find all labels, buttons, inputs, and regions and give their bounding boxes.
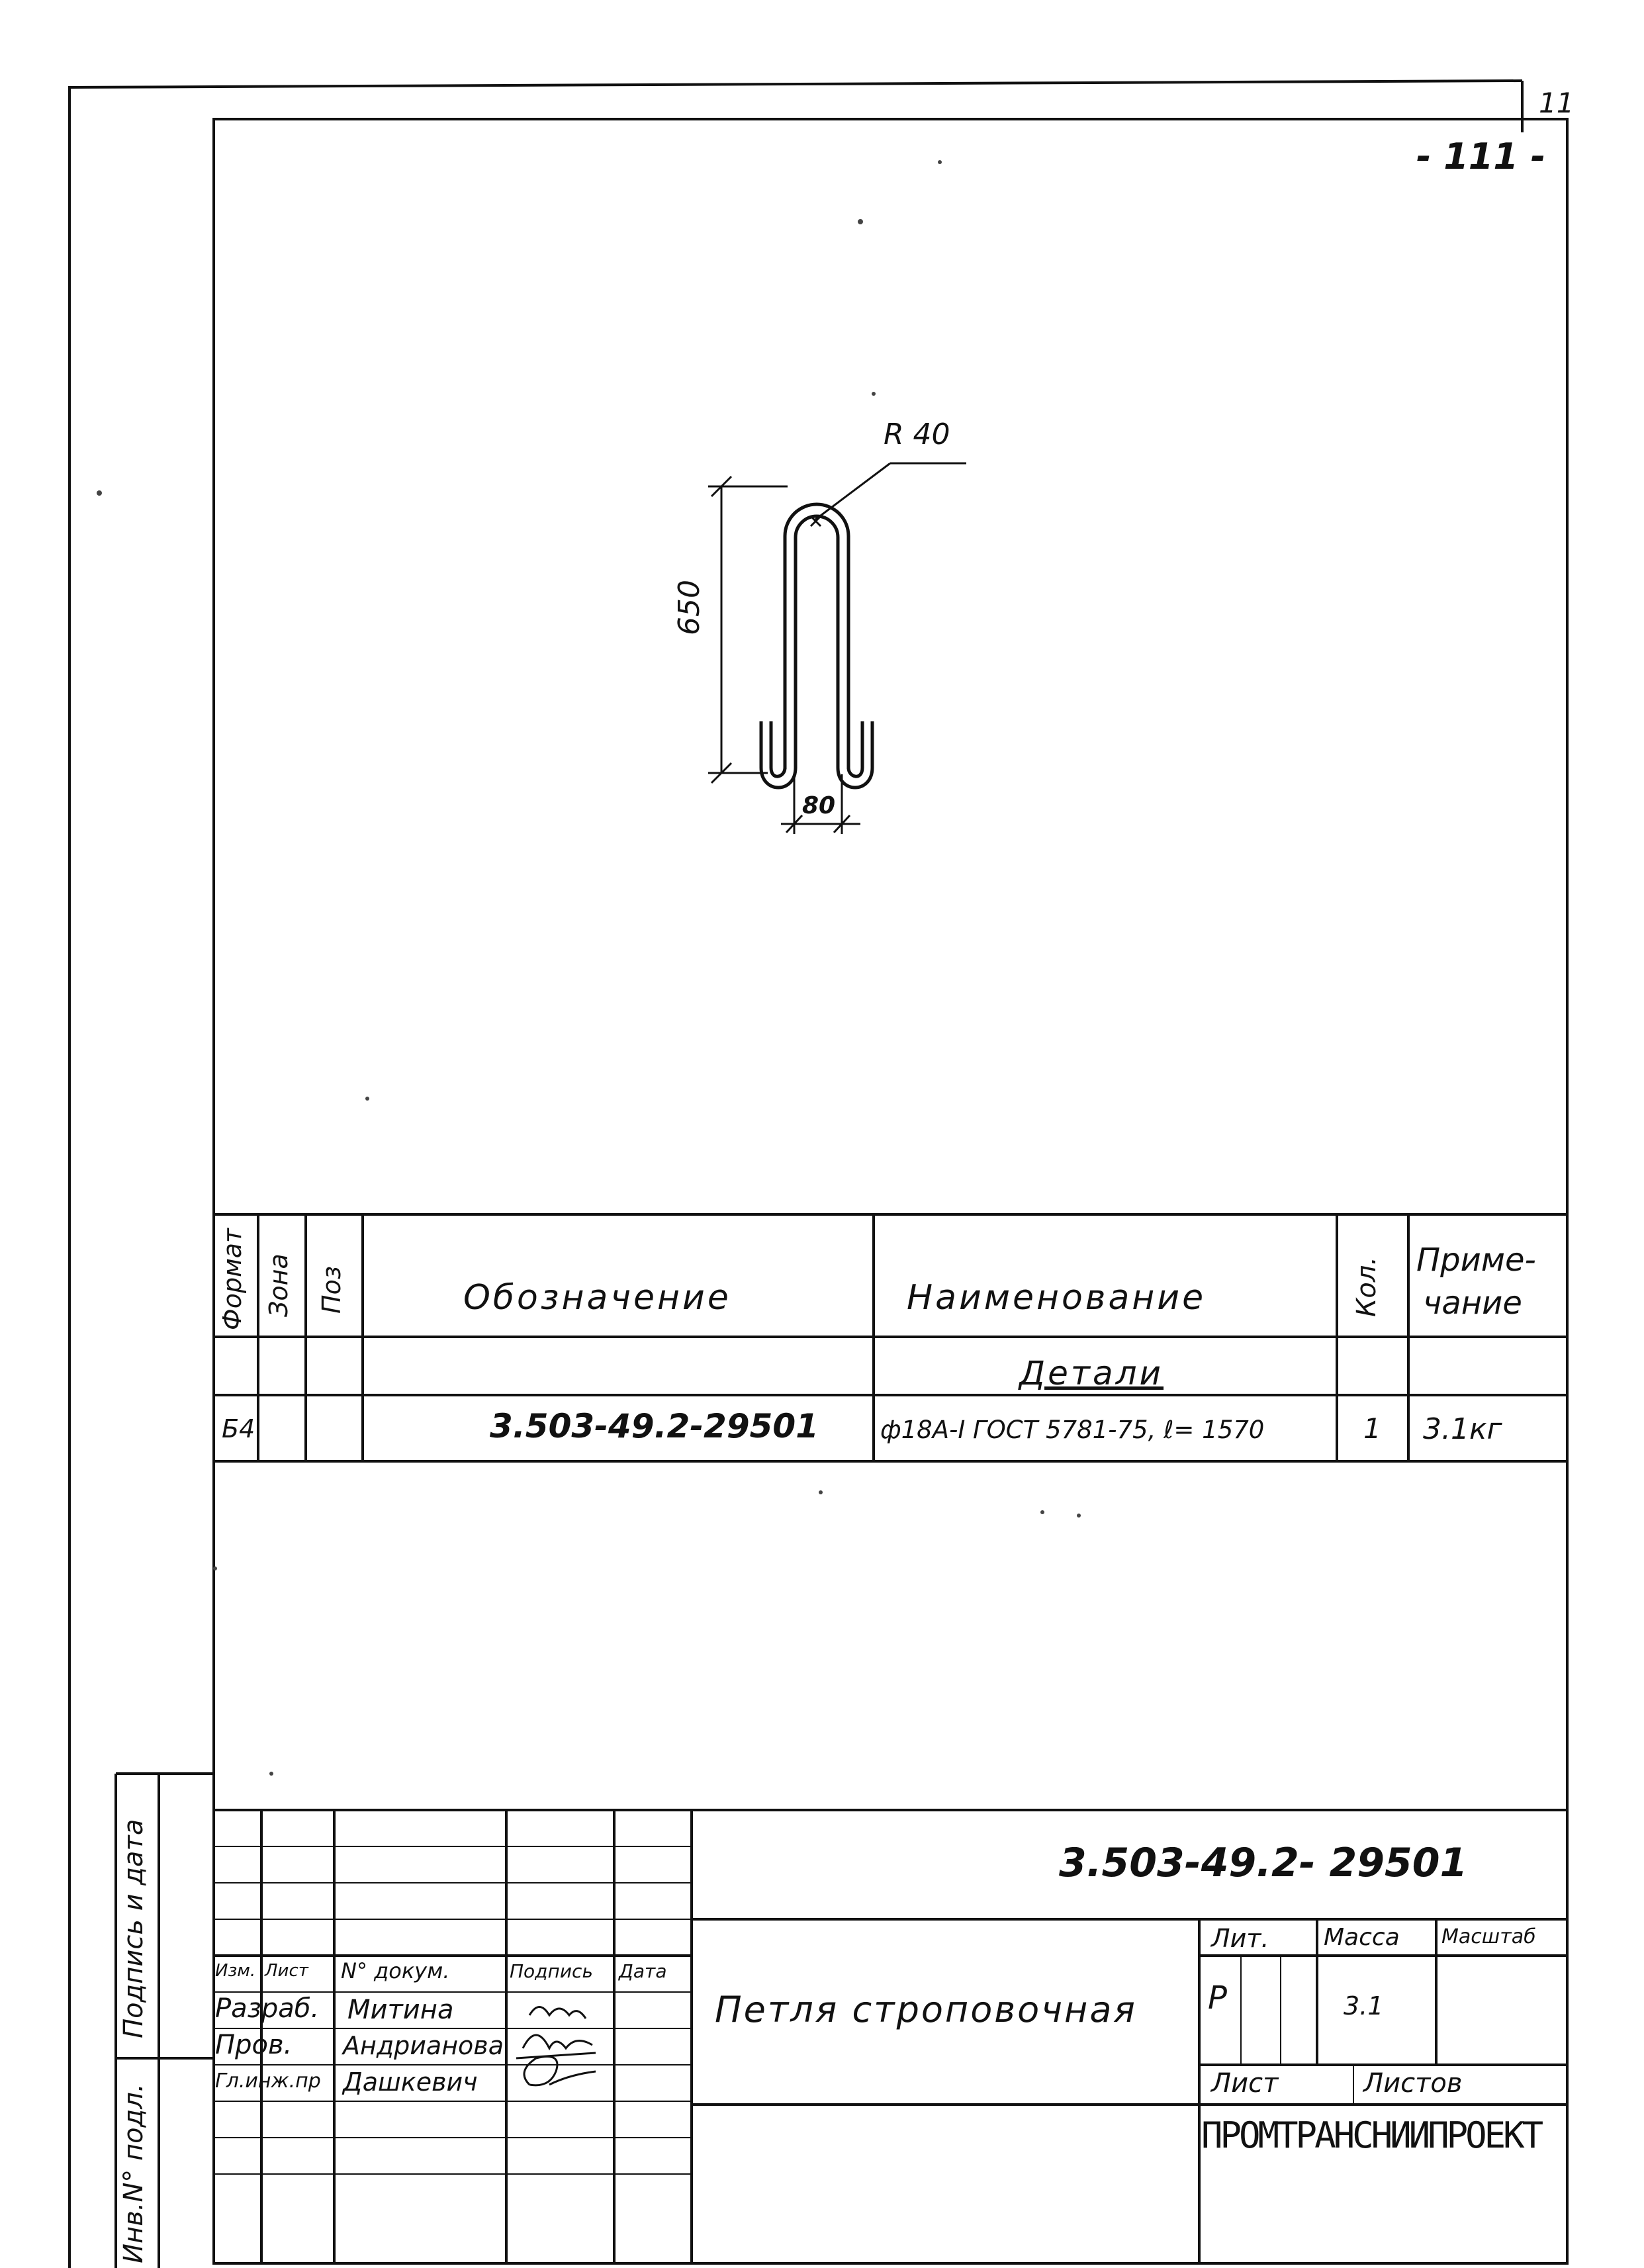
header-name: Наименование — [907, 1278, 1207, 1318]
signature-dashkevich — [524, 2057, 596, 2085]
side-signature-date: Подпись и дата — [118, 1819, 149, 2038]
signature-mitina — [529, 2007, 586, 2019]
header-pos: Поз — [317, 1265, 346, 1314]
outer-trim-line — [69, 81, 1522, 2268]
lit-value: Р — [1208, 1979, 1227, 2017]
name-checker: Андрианова — [343, 2031, 504, 2060]
width-label: 80 — [802, 792, 836, 819]
left-hook — [771, 721, 785, 776]
page-number: - 111 - — [1416, 136, 1546, 177]
loop-inner-contour — [796, 516, 838, 768]
role-developer: Разраб. — [215, 1993, 320, 2024]
height-label: 650 — [672, 580, 706, 635]
row-note: 3.1кг — [1423, 1412, 1502, 1446]
radius-leader — [815, 463, 890, 520]
loop-drawing — [761, 504, 872, 788]
side-inv-no: Инв.N° подл. — [118, 2083, 149, 2263]
name-developer: Митина — [347, 1995, 454, 2025]
mass-label: Масса — [1324, 1924, 1400, 1951]
scan-specks — [97, 160, 1081, 1776]
sheets-label: Листов — [1363, 2068, 1463, 2099]
sheet-label: Лист — [1211, 2068, 1279, 2099]
section-title-details: Детали — [1019, 1354, 1164, 1392]
mass-value: 3.1 — [1344, 1991, 1384, 2020]
col-date: Дата — [619, 1960, 667, 1982]
name-chief-engineer: Дашкевич — [343, 2067, 478, 2097]
header-note-2: чание — [1423, 1285, 1522, 1322]
row-format: Б4 — [222, 1414, 255, 1443]
radius-label: R 40 — [884, 418, 950, 451]
header-zone: Зона — [264, 1253, 293, 1317]
header-note-1: Приме- — [1416, 1242, 1536, 1279]
col-sign: Подпись — [510, 1960, 593, 1982]
corner-sheet-number: 11 — [1539, 87, 1575, 119]
row-name: ф18А-I ГОСТ 5781-75, ℓ= 1570 — [880, 1416, 1265, 1444]
scale-label: Масштаб — [1441, 1925, 1536, 1948]
row-designation: 3.503-49.2-29501 — [490, 1407, 819, 1445]
row-qty: 1 — [1363, 1412, 1381, 1445]
header-qty: Кол. — [1351, 1256, 1382, 1317]
header-designation: Обозначение — [463, 1278, 731, 1318]
signature-andrianova — [516, 2035, 596, 2058]
lit-label: Лит. — [1211, 1924, 1269, 1953]
right-hook — [848, 721, 862, 776]
role-checker: Пров. — [215, 2030, 293, 2060]
role-chief-engineer: Гл.инж.пр — [215, 2069, 321, 2093]
document-code: 3.503-49.2- 29501 — [1059, 1840, 1468, 1886]
col-doc-no: N° докум. — [341, 1958, 450, 1983]
col-izm: Изм. — [215, 1961, 256, 1981]
col-list: Лист — [265, 1961, 308, 1981]
item-title: Петля строповочная — [715, 1989, 1137, 2030]
organization-name: ПРОМТРАНСНИИПРОЕКТ — [1201, 2114, 1541, 2156]
header-format: Формат — [218, 1228, 247, 1330]
